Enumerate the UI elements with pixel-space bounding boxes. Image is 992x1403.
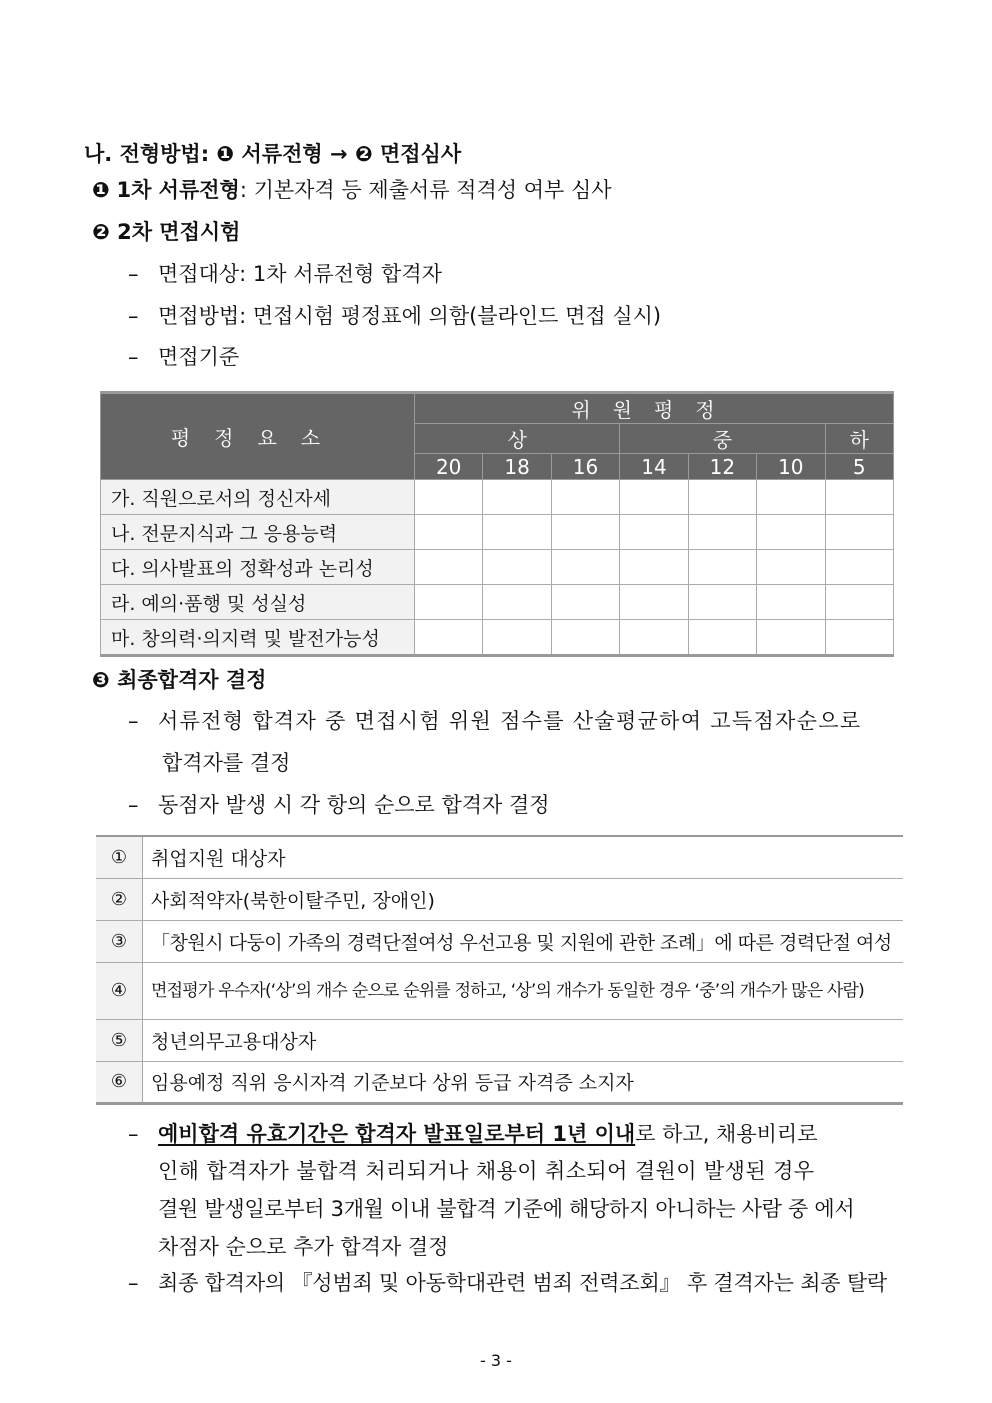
- table-row: 나. 전문지식과 그 응용능력: [101, 515, 894, 550]
- interview-bullet: – 면접기준: [128, 345, 240, 369]
- table-row: ② 사회적약자(북한이탈주민, 장애인): [96, 878, 903, 920]
- final-bullet: – 동점자 발생 시 각 항의 순으로 합격자 결정: [128, 793, 550, 817]
- step1-desc: : 기본자격 등 제출서류 적격성 여부 심사: [239, 178, 612, 202]
- reserve-cont: 결원 발생일로부터 3개월 이내 불합격 기준에 해당하지 아니하는 사람 중 에서: [158, 1197, 855, 1221]
- step1-heading: [92, 176, 612, 204]
- evaluation-table: [100, 391, 894, 657]
- table-row: ③ 「창원시 다둥이 가족의 경력단절여성 우선고용 및 지원에 관한 조례」에 따른 경력단절 여성: [96, 920, 903, 962]
- step2-label: 2차 면접시험: [117, 220, 241, 244]
- final-heading: [92, 666, 266, 694]
- table-row: ④ 면접평가 우수자(‘상’의 개수 순으로 순위를 정하고, ‘상’의 개수가 동일한 경우 ‘중’의 개수가 많은 사람): [96, 962, 903, 1019]
- table-row: 다. 의사발표의 정확성과 논리성: [101, 550, 894, 585]
- final-bullet-cont: 합격자를 결정: [162, 751, 291, 775]
- final-marker: ❸: [92, 668, 110, 692]
- interview-bullet: – 면접대상: 1차 서류전형 합격자: [128, 262, 442, 286]
- background-check-bullet: – 최종 합격자의 『성범죄 및 아동학대관련 범죄 전력조회』 후 결격자는 최종 탈락: [128, 1271, 888, 1295]
- table-row: ⑤ 청년의무고용대상자: [96, 1019, 903, 1061]
- final-bullet: – 서류전형 합격자 중 면접시험 위원 점수를 산술평균하여 고득점자순으로: [128, 709, 862, 733]
- reserve-bullet: – 예비합격 유효기간은 합격자 발표일로부터 1년 이내로 하고, 채용비리로: [128, 1122, 818, 1146]
- score-header: 20: [414, 454, 482, 480]
- page-number: - 3 -: [480, 1351, 512, 1370]
- score-header: 10: [757, 454, 825, 480]
- score-header: 12: [688, 454, 756, 480]
- table-row: ⑥ 임용예정 직위 응시자격 기준보다 상위 등급 자격증 소지자: [96, 1061, 903, 1103]
- grade-high: 상: [414, 424, 619, 454]
- step2-marker: ❷: [92, 220, 110, 244]
- table-row: 가. 직원으로서의 정신자세: [101, 480, 894, 515]
- grade-low: 하: [825, 424, 894, 454]
- tie-break-table: [96, 835, 903, 1105]
- score-header: 14: [620, 454, 688, 480]
- score-header: 18: [483, 454, 551, 480]
- table-row: ① 취업지원 대상자: [96, 836, 903, 878]
- score-header: 5: [825, 454, 894, 480]
- rater-header: 위원평정: [414, 393, 893, 424]
- interview-bullet: – 면접방법: 면접시험 평정표에 의함(블라인드 면접 실시): [128, 304, 662, 328]
- final-title: 최종합격자 결정: [117, 668, 267, 692]
- grade-mid: 중: [620, 424, 825, 454]
- step1-marker: ❶: [92, 178, 110, 202]
- reserve-cont: 인해 합격자가 불합격 처리되거나 채용이 취소되어 결원이 발생된 경우: [158, 1159, 815, 1183]
- table-row: 마. 창의력·의지력 및 발전가능성: [101, 620, 894, 656]
- reserve-cont: 차점자 순으로 추가 합격자 결정: [158, 1235, 449, 1259]
- step2-heading: [92, 218, 240, 246]
- score-header: 16: [551, 454, 619, 480]
- table-row: 라. 예의·품행 및 성실성: [101, 585, 894, 620]
- section-title: 나. 전형방법: ❶ 서류전형 → ❷ 면접심사: [84, 142, 462, 166]
- factor-header: 평정요소: [101, 393, 415, 480]
- reserve-emphasis: 예비합격 유효기간은 합격자 발표일로부터 1년 이내: [158, 1122, 636, 1146]
- step1-label: 1차 서류전형: [116, 178, 240, 202]
